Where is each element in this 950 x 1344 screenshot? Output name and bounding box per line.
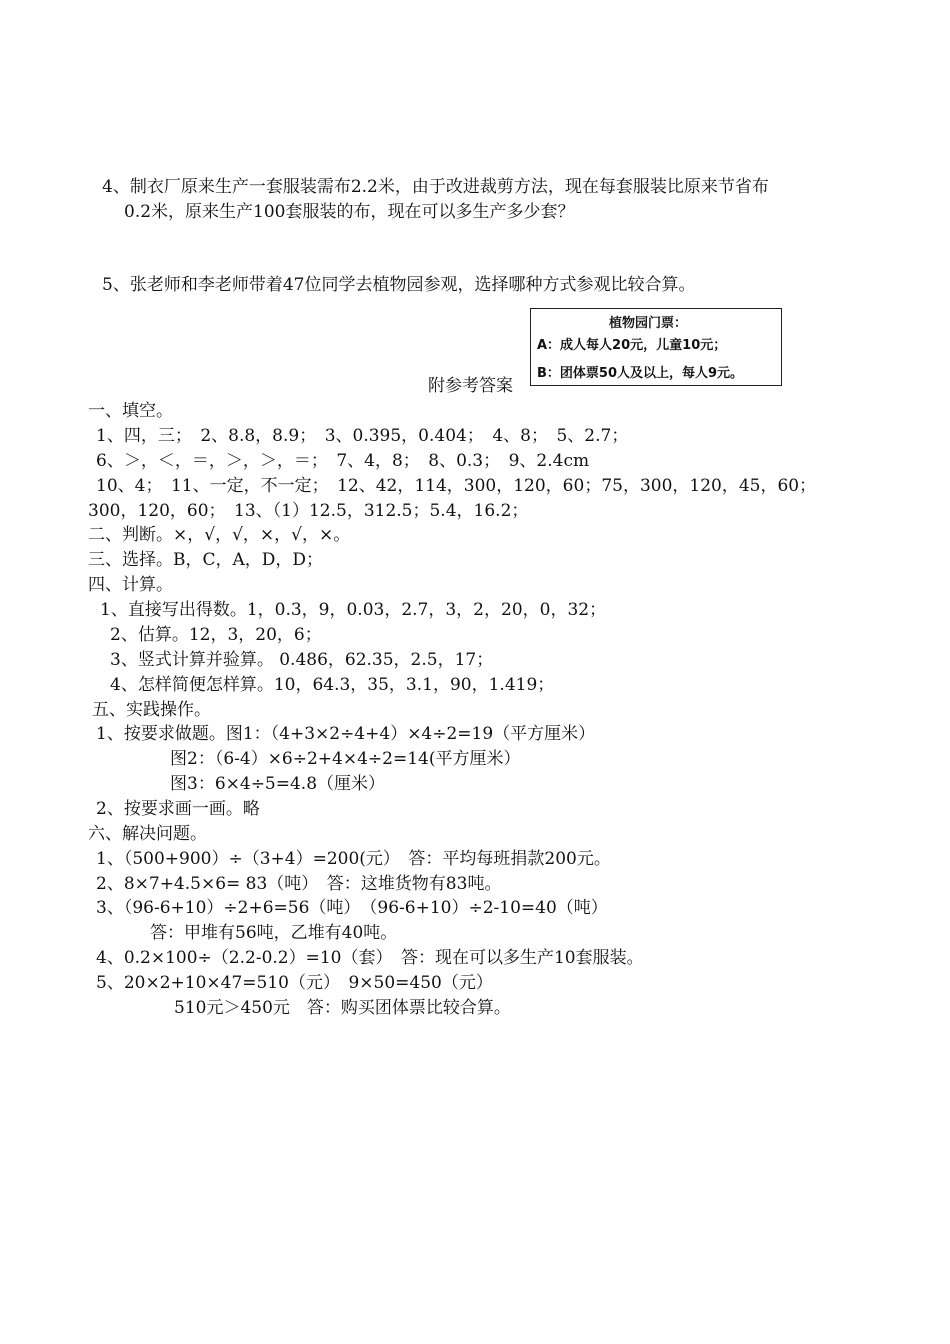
answer-line: 图2：（6-4）×6÷2+4×4÷2=14(平方厘米）: [170, 749, 521, 769]
answer-line: 四、计算。: [88, 575, 173, 595]
answer-line: 1、按要求做题。图1：（4+3×2÷4+4）×4÷2=19（平方厘米）: [96, 724, 596, 744]
answer-line: 2、按要求画一画。略: [96, 799, 260, 819]
ticket-title: 植物园门票：: [609, 316, 688, 331]
answer-line: 五、实践操作。: [92, 700, 211, 720]
answer-line: 1、（500+900）÷（3+4）=200(元） 答：平均每班捐款200元。: [96, 849, 611, 869]
answer-line: 1、四，三； 2、8.8，8.9； 3、0.395，0.404； 4、8； 5、2.7；: [96, 426, 629, 446]
ticket-option-b: B：团体票50人及以上，每人9元。: [537, 366, 744, 381]
answer-line: 3、（96-6+10）÷2+6=56（吨） （96-6+10）÷2-10=40（吨）: [96, 898, 608, 918]
answer-line: 10、4； 11、一定，不一定； 12、42，114，300，120，60；75，300，120，45，60；: [96, 476, 817, 496]
answer-line: 4、0.2×100÷（2.2-0.2）=10（套） 答：现在可以多生产10套服装。: [96, 948, 644, 968]
answer-line: 一、填空。: [88, 401, 173, 421]
answer-line: 6、＞，＜，＝，＞，＞，＝； 7、4，8； 8、0.3； 9、2.4cm: [96, 451, 590, 471]
answer-line: 二、判断。×，√，√，×，√，×。: [88, 525, 351, 545]
answer-line: 图3：6×4÷5=4.8（厘米）: [170, 774, 386, 794]
answer-line: 三、选择。B，C，A，D，D；: [88, 550, 324, 570]
answer-line: 2、8×7+4.5×6= 83（吨） 答：这堆货物有83吨。: [96, 874, 502, 894]
ticket-box: [530, 308, 782, 386]
question-4-line-2: 0.2米，原来生产100套服装的布，现在可以多生产多少套？: [124, 202, 575, 222]
answer-line: 4、怎样简便怎样算。10，64.3，35，3.1，90，1.419；: [110, 675, 555, 695]
question-5-line-1: 5、张老师和李老师带着47位同学去植物园参观，选择哪种方式参观比较合算。: [102, 275, 696, 295]
ticket-option-a: A：成人每人20元，儿童10元；: [537, 338, 727, 353]
answer-line: 2、估算。12，3，20，6；: [110, 625, 322, 645]
answer-line: 1、直接写出得数。1，0.3，9，0.03，2.7，3，2，20，0，32；: [100, 600, 607, 620]
answer-line: 答：甲堆有56吨，乙堆有40吨。: [150, 923, 398, 943]
answer-line: 5、20×2+10×47=510（元） 9×50=450（元）: [96, 973, 493, 993]
answers-title: 附参考答案: [428, 376, 513, 396]
answer-line: 510元＞450元 答：购买团体票比较合算。: [174, 998, 511, 1018]
question-4-line-1: 4、制衣厂原来生产一套服装需布2.2米，由于改进裁剪方法，现在每套服装比原来节省布: [102, 177, 769, 197]
answer-line: 300，120，60； 13、（1）12.5，312.5；5.4，16.2；: [88, 501, 529, 521]
answer-line: 3、竖式计算并验算。 0.486，62.35，2.5，17；: [110, 650, 494, 670]
answer-line: 六、解决问题。: [88, 824, 207, 844]
